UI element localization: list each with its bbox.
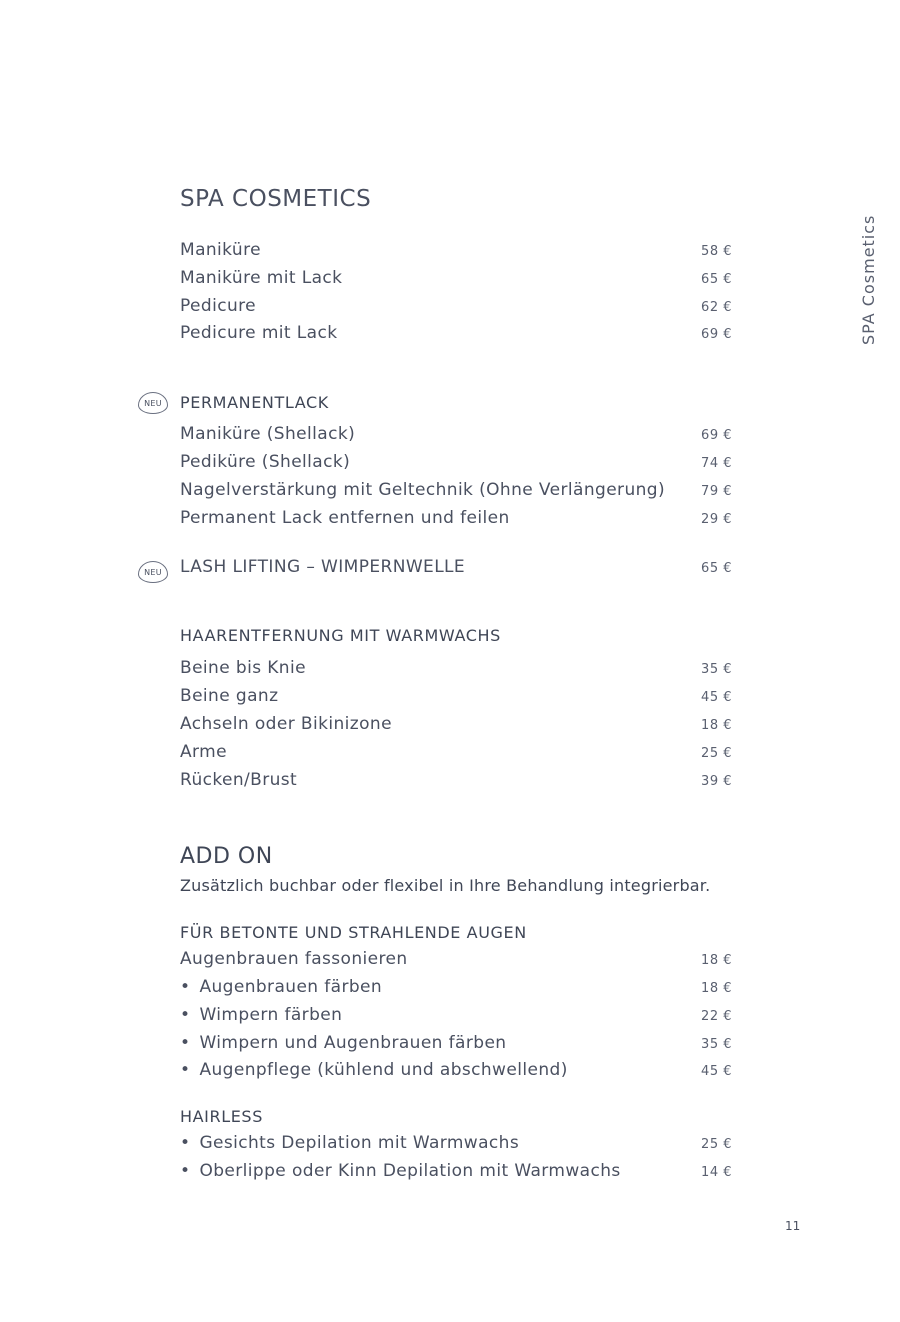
service-row <box>180 770 732 790</box>
service-price: 45 € <box>701 1064 732 1079</box>
bullet-point: • <box>180 1033 191 1053</box>
service-row <box>180 1133 732 1153</box>
service-row <box>180 686 732 706</box>
new-badge: NEU <box>138 561 168 583</box>
service-name: LASH LIFTING – WIMPERNWELLE <box>180 557 466 577</box>
service-price: 39 € <box>701 774 732 789</box>
service-price: 69 € <box>701 327 732 342</box>
service-name: Pediküre (Shellack) <box>180 452 351 472</box>
service-price: 65 € <box>701 561 732 576</box>
service-row <box>180 714 732 734</box>
bullet-point: • <box>180 1005 191 1025</box>
service-price: 58 € <box>701 244 732 259</box>
service-name: Achseln oder Bikinizone <box>180 714 392 734</box>
service-row <box>180 296 732 316</box>
service-name: Pedicure <box>180 296 257 316</box>
service-row <box>180 1161 732 1181</box>
service-price: 18 € <box>701 953 732 968</box>
service-name: Beine bis Knie <box>180 658 306 678</box>
service-price: 69 € <box>701 428 732 443</box>
service-name: Nagelverstärkung mit Geltechnik (Ohne Verlängerung) <box>180 480 666 500</box>
service-price: 22 € <box>701 1009 732 1024</box>
service-row <box>180 452 732 472</box>
service-price: 35 € <box>701 1037 732 1052</box>
service-row <box>180 742 732 762</box>
service-name: Gesichts Depilation mit Warmwachs <box>199 1133 520 1153</box>
service-price: 18 € <box>701 981 732 996</box>
bullet-point: • <box>180 977 191 997</box>
service-name: Oberlippe oder Kinn Depilation mit Warmwachs <box>199 1161 621 1181</box>
service-price: 74 € <box>701 456 732 471</box>
service-price: 14 € <box>701 1165 732 1180</box>
page-title: SPA COSMETICS <box>180 186 372 212</box>
add-on-subtitle: Zusätzlich buchbar oder flexibel in Ihre Behandlung integrierbar. <box>180 876 711 895</box>
service-row <box>180 268 732 288</box>
section-heading-add-on: ADD ON <box>180 844 273 869</box>
service-row <box>180 1033 732 1053</box>
bullet-point: • <box>180 1133 191 1153</box>
page-number: 11 <box>785 1219 801 1233</box>
service-name: Wimpern färben <box>199 1005 343 1025</box>
service-row <box>180 480 732 500</box>
service-name: Beine ganz <box>180 686 279 706</box>
service-name: Augenbrauen färben <box>199 977 383 997</box>
service-name: Maniküre mit Lack <box>180 268 343 288</box>
service-name: Maniküre (Shellack) <box>180 424 356 444</box>
service-name: Wimpern und Augenbrauen färben <box>199 1033 507 1053</box>
side-section-label: SPA Cosmetics <box>859 214 878 345</box>
service-price: 65 € <box>701 272 732 287</box>
service-row-lash-lifting <box>180 557 732 577</box>
service-name: Maniküre <box>180 240 261 260</box>
service-price: 35 € <box>701 662 732 677</box>
service-row <box>180 949 732 969</box>
service-name: Arme <box>180 742 227 762</box>
service-price: 79 € <box>701 484 732 499</box>
service-price: 62 € <box>701 300 732 315</box>
service-price: 25 € <box>701 1137 732 1152</box>
service-row <box>180 240 732 260</box>
bullet-point: • <box>180 1161 191 1181</box>
service-price: 18 € <box>701 718 732 733</box>
section-heading-hairless: HAIRLESS <box>180 1107 263 1126</box>
section-heading-permanentlack: PERMANENTLACK <box>180 393 329 412</box>
section-heading-eyes: FÜR BETONTE UND STRAHLENDE AUGEN <box>180 923 527 942</box>
service-row <box>180 323 732 343</box>
service-row <box>180 424 732 444</box>
service-name: Rücken/Brust <box>180 770 298 790</box>
service-name: Augenpflege (kühlend und abschwellend) <box>199 1060 568 1080</box>
new-badge: NEU <box>138 392 168 414</box>
bullet-point: • <box>180 1060 191 1080</box>
service-name: Augenbrauen fassonieren <box>180 949 408 969</box>
service-name: Permanent Lack entfernen und feilen <box>180 508 510 528</box>
service-name: Pedicure mit Lack <box>180 323 338 343</box>
section-heading-haarentfernung: HAARENTFERNUNG MIT WARMWACHS <box>180 626 501 645</box>
service-row <box>180 1060 732 1080</box>
service-row <box>180 658 732 678</box>
service-price: 25 € <box>701 746 732 761</box>
service-price: 29 € <box>701 512 732 527</box>
service-row <box>180 508 732 528</box>
service-row <box>180 977 732 997</box>
service-price: 45 € <box>701 690 732 705</box>
service-row <box>180 1005 732 1025</box>
